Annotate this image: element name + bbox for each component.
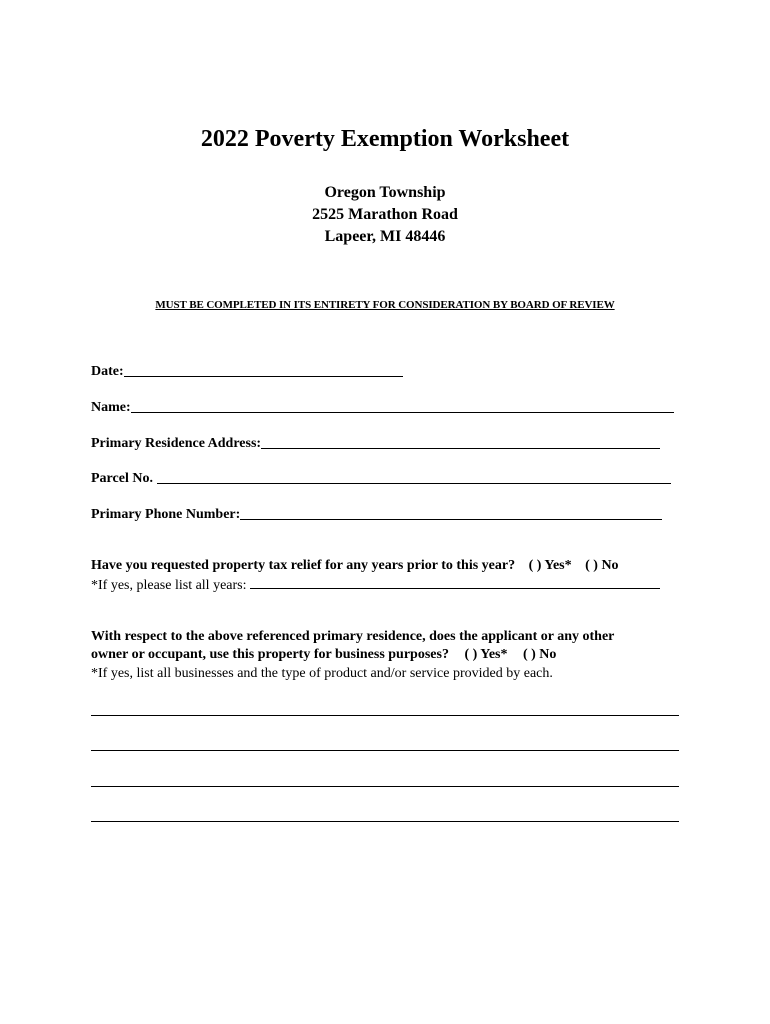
township-name: Oregon Township: [324, 184, 446, 201]
business-list-line[interactable]: [91, 786, 679, 787]
parcel-input-line[interactable]: [157, 469, 671, 484]
business-use-yes-option[interactable]: ( ) Yes*: [464, 647, 508, 662]
date-input-line[interactable]: [124, 362, 403, 377]
parcel-label: Parcel No.: [91, 471, 153, 486]
township-city: Lapeer, MI 48446: [324, 228, 446, 245]
business-use-question-line1: With respect to the above referenced primary residence, does the applicant or any other: [91, 629, 615, 644]
prior-years-input-line[interactable]: [250, 576, 660, 589]
business-list-line[interactable]: [91, 715, 679, 716]
completion-notice: MUST BE COMPLETED IN ITS ENTIRETY FOR CONSIDERATION BY BOARD OF REVIEW: [155, 299, 615, 311]
date-label: Date:: [91, 364, 124, 379]
prior-relief-yes-option[interactable]: ( ) Yes*: [528, 558, 572, 573]
name-label: Name:: [91, 400, 131, 415]
business-list-line[interactable]: [91, 821, 679, 822]
business-use-question: [91, 646, 556, 664]
business-use-no-option[interactable]: ( ) No: [522, 647, 557, 662]
prior-relief-note-text: *If yes, please list all years:: [91, 578, 247, 593]
phone-input-line[interactable]: [240, 505, 662, 520]
page-title: 2022 Poverty Exemption Worksheet: [200, 126, 570, 152]
prior-relief-question-text: Have you requested property tax relief for any years prior to this year?: [91, 558, 516, 573]
prior-relief-question: [91, 557, 619, 575]
prior-relief-note: [91, 576, 660, 595]
business-use-question-line2: owner or occupant, use this property for business purposes?: [91, 647, 449, 662]
address-field: [91, 432, 660, 452]
parcel-field: [91, 467, 671, 487]
business-use-note: *If yes, list all businesses and the type of product and/or service provided by each.: [91, 666, 553, 681]
business-list-line[interactable]: [91, 750, 679, 751]
phone-field: [91, 503, 662, 523]
township-street: 2525 Marathon Road: [312, 206, 458, 223]
prior-relief-no-option[interactable]: ( ) No: [585, 558, 619, 573]
phone-label: Primary Phone Number:: [91, 507, 241, 522]
address-input-line[interactable]: [261, 434, 660, 449]
date-field: [91, 360, 403, 380]
address-label: Primary Residence Address:: [91, 436, 262, 451]
name-input-line[interactable]: [131, 398, 674, 413]
name-field: [91, 396, 674, 416]
